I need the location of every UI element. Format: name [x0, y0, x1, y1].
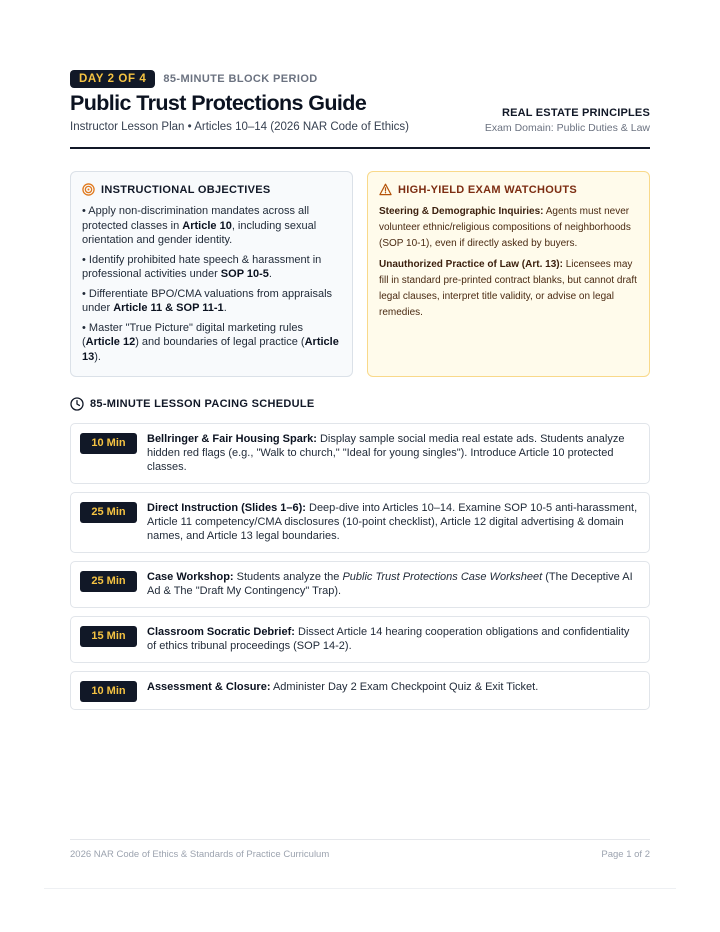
schedule-heading-text: 85-MINUTE LESSON PACING SCHEDULE — [90, 398, 315, 410]
page-number: Page 1 of 2 — [601, 849, 650, 860]
time-pill: 25 Min — [80, 571, 137, 592]
day-badge: DAY 2 OF 4 — [70, 70, 155, 88]
header-topline — [70, 70, 318, 88]
watchouts-heading — [379, 183, 638, 196]
schedule-row-text: Bellringer & Fair Housing Spark: Display sample social media real estate ads. Students analyze hidden red flags (e.g., "Walk to church," "Ideal for young singles"). Introduce Article 10 protected classes. — [147, 433, 625, 473]
page-title: Public Trust Protections Guide — [70, 91, 367, 115]
exam-domain: Exam Domain: Public Duties & Law — [484, 122, 650, 134]
time-pill: 10 Min — [80, 433, 137, 454]
time-pill: 10 Min — [80, 681, 137, 702]
page-bottom-edge — [44, 888, 676, 889]
schedule-row-text: Assessment & Closure: Administer Day 2 Exam Checkpoint Quiz & Exit Ticket. — [147, 681, 539, 693]
schedule-heading — [70, 397, 315, 411]
clock-icon — [70, 397, 84, 411]
block-period-label: 85-MINUTE BLOCK PERIOD — [163, 73, 318, 85]
footer-divider — [70, 839, 650, 840]
objective-item: • Identify prohibited hate speech & harassment in professional activities under SOP 10-5. — [82, 253, 322, 280]
watchout-item: Steering & Demographic Inquiries: Agents must never volunteer ethnic/religious compositions of neighborhoods (SOP 10-1), even if directly asked by buyers. — [379, 206, 631, 249]
schedule-row-text: Case Workshop: Students analyze the Public Trust Protections Case Worksheet (The Deceptive AI Ad & The "Draft My Contingency" Trap). — [147, 571, 633, 597]
watchout-item: Unauthorized Practice of Law (Art. 13): Licensees may fill in standard pre-printed contract blanks, but cannot draft legal clauses, interpret title validity, or advise on legal remedies. — [379, 259, 637, 318]
schedule-row — [70, 561, 650, 608]
footer-curriculum: 2026 NAR Code of Ethics & Standards of Practice Curriculum — [70, 849, 330, 860]
objectives-card — [70, 171, 353, 377]
schedule-row — [70, 492, 650, 553]
page-subtitle: Instructor Lesson Plan • Articles 10–14 (2026 NAR Code of Ethics) — [70, 121, 409, 133]
schedule-row-text: Classroom Socratic Debrief: Dissect Article 14 hearing cooperation obligations and confidentiality of ethics tribunal proceedings (SOP 14-2). — [147, 626, 630, 652]
objectives-heading — [82, 183, 341, 196]
objective-item: • Apply non-discrimination mandates across all protected classes in Article 10, including sexual orientation and gender identity. — [82, 205, 317, 246]
header-divider — [70, 147, 650, 149]
course-name: REAL ESTATE PRINCIPLES — [501, 107, 650, 119]
time-pill: 15 Min — [80, 626, 137, 647]
schedule-row — [70, 671, 650, 710]
objectives-heading-text: INSTRUCTIONAL OBJECTIVES — [101, 183, 271, 196]
schedule-row-text: Direct Instruction (Slides 1–6): Deep-dive into Articles 10–14. Examine SOP 10-5 anti-harassment, Article 11 competency/CMA disclosures (10-point checklist), Article 12 digital advertising & domain names, and Article 13 legal boundaries. — [147, 502, 638, 542]
time-pill: 25 Min — [80, 502, 137, 523]
objective-item: • Master "True Picture" digital marketing rules (Article 12) and boundaries of legal practice (Article 13). — [82, 321, 339, 363]
schedule-row — [70, 423, 650, 484]
target-icon — [82, 183, 95, 196]
watchouts-heading-text: HIGH-YIELD EXAM WATCHOUTS — [398, 183, 578, 196]
objective-item: • Differentiate BPO/CMA valuations from appraisals under Article 11 & SOP 11-1. — [82, 287, 333, 314]
schedule-row — [70, 616, 650, 663]
watchouts-card — [367, 171, 650, 377]
warning-triangle-icon — [379, 183, 392, 196]
